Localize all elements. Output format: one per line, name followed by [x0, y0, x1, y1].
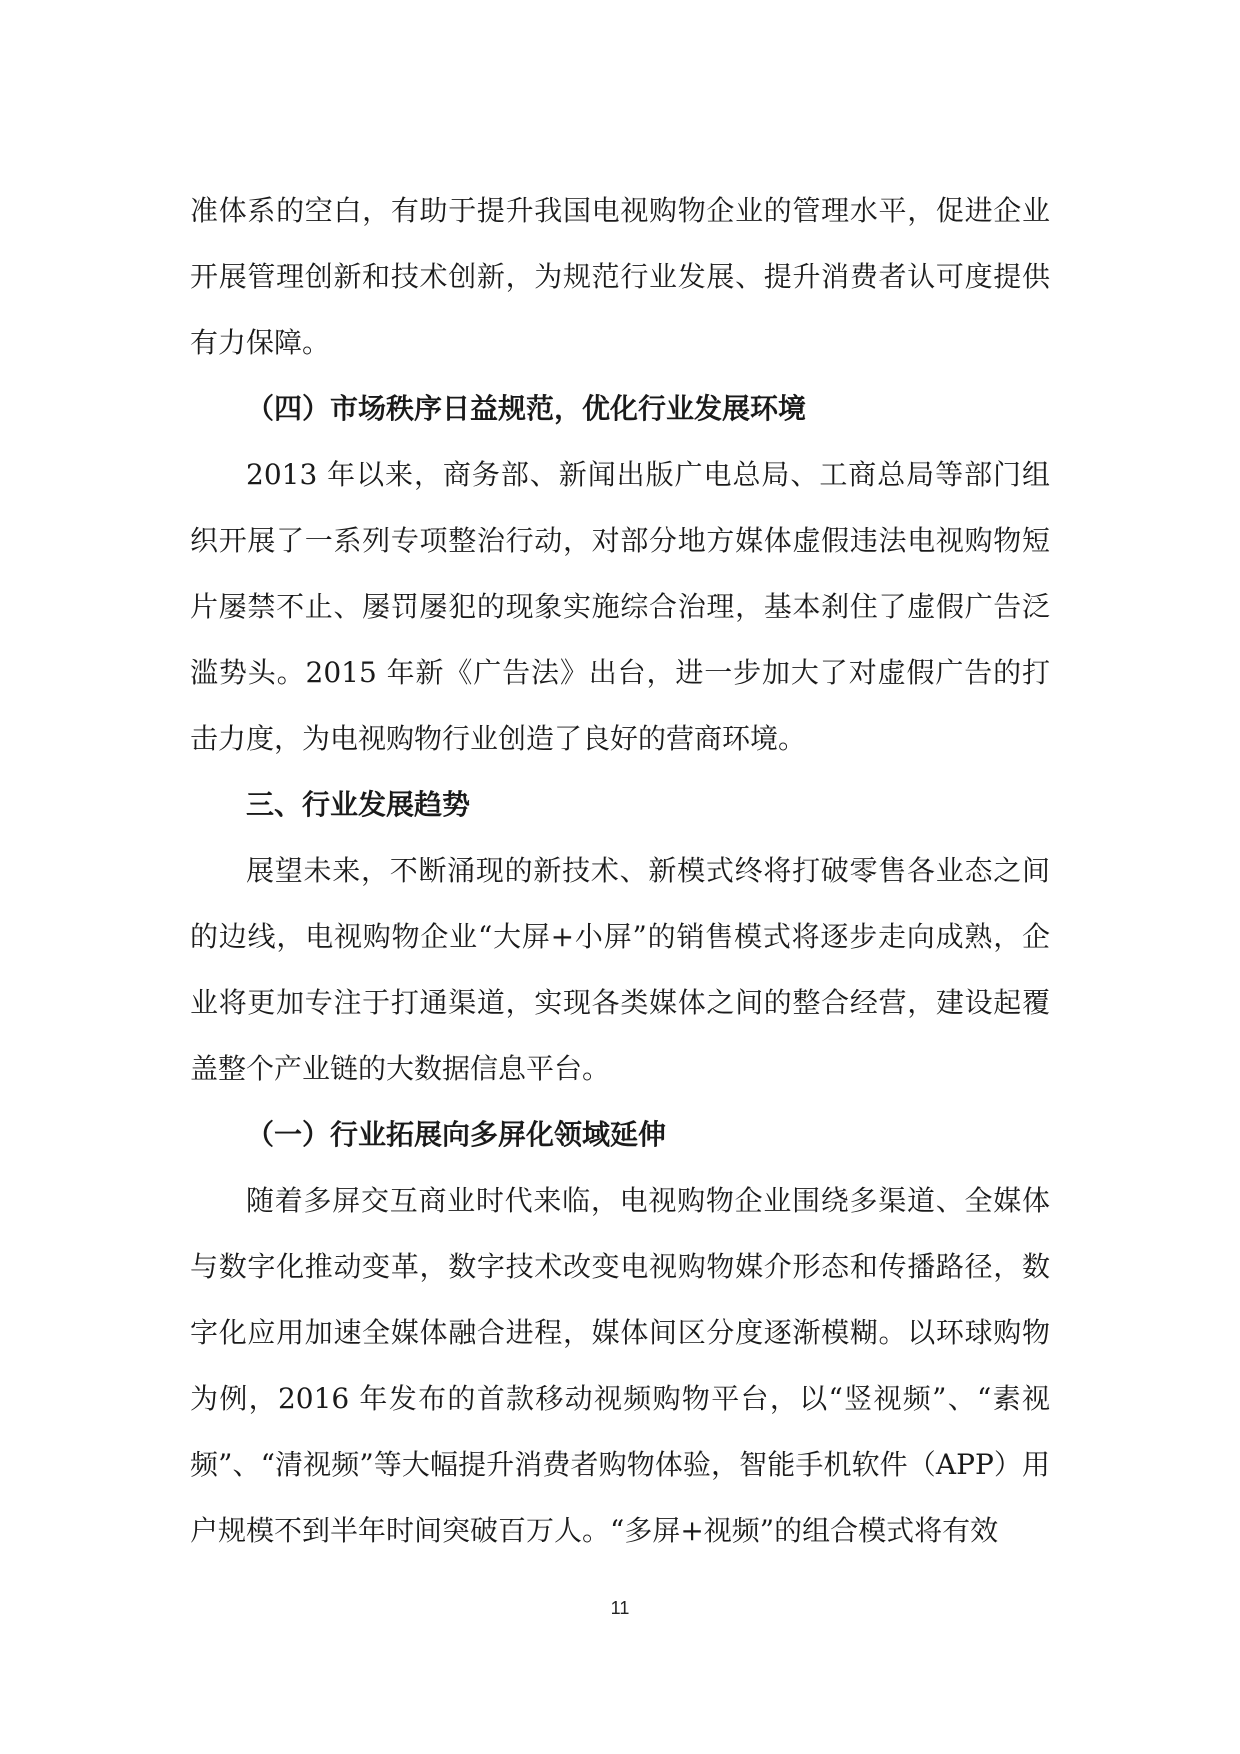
paragraph-multi-screen: 随着多屏交互商业时代来临，电视购物企业围绕多渠道、全媒体与数字化推动变革，数字技术改变电视购物媒介形态和传播路径，数字化应用加速全媒体融合进程，媒体间区分度逐渐模糊。以环球购物为例，2016 年发布的首款移动视频购物平台，以“竖视频”、“素视频”、“清视频”等大幅提升消费者购物体验，智能手机软件（APP）用户规模不到半年时间突破百万人。“多屏+视频”的组合模式将有效 — [190, 1184, 1050, 1547]
paragraph-industry-outlook: 展望未来，不断涌现的新技术、新模式终将打破零售各业态之间的边线，电视购物企业“大屏+小屏”的销售模式将逐步走向成熟，企业将更加专注于打通渠道，实现各类媒体之间的整合经营，建设起覆盖整个产业链的大数据信息平台。 — [190, 854, 1050, 1085]
page-content — [190, 178, 1050, 1564]
paragraph-standards-continuation: 准体系的空白，有助于提升我国电视购物企业的管理水平，促进企业开展管理创新和技术创新，为规范行业发展、提升消费者认可度提供有力保障。 — [190, 194, 1050, 359]
page-number: 11 — [610, 1598, 630, 1618]
section-heading-multi-screen: （一）行业拓展向多屏化领域延伸 — [246, 1118, 667, 1151]
section-heading-market-order: （四）市场秩序日益规范，优化行业发展环境 — [246, 392, 807, 425]
paragraph-market-order: 2013 年以来，商务部、新闻出版广电总局、工商总局等部门组织开展了一系列专项整治行动，对部分地方媒体虚假违法电视购物短片屡禁不止、屡罚屡犯的现象实施综合治理，基本刹住了虚假广告泛滥势头。2015 年新《广告法》出台，进一步加大了对虚假广告的打击力度，为电视购物行业创造了良好的营商环境。 — [190, 458, 1050, 755]
chapter-heading-industry-trends: 三、行业发展趋势 — [246, 788, 471, 821]
